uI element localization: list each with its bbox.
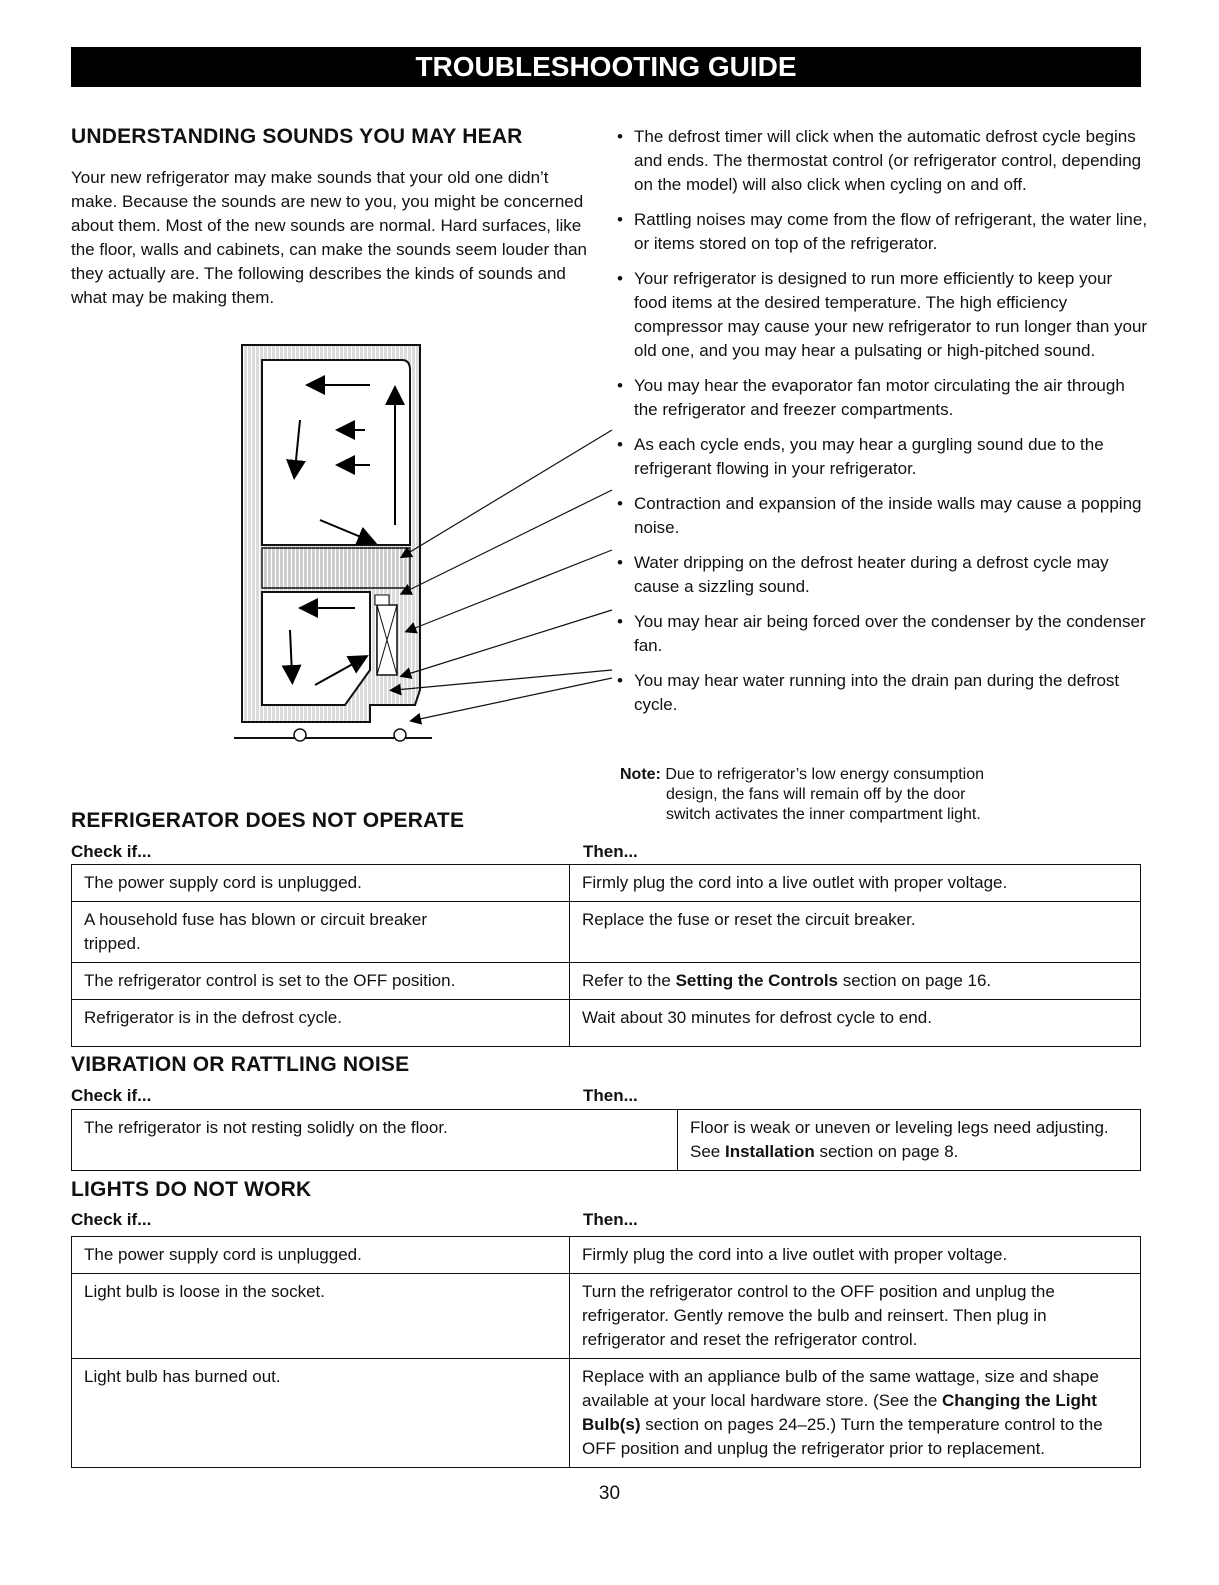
column-header-then: Then... (583, 1210, 638, 1229)
table-row (72, 865, 1141, 902)
check-cell: Refrigerator is in the defrost cycle. (72, 1000, 570, 1047)
list-item: • Your refrigerator is designed to run more efficiently to keep your food items at the desired temperature. The high efficiency compressor may cause your new refrigerator to run longer than your old one, and you may hear a pulsating or high-pitched sound. (614, 267, 1149, 363)
table-row (72, 1110, 1141, 1171)
troubleshoot-table-lights (71, 1236, 1141, 1468)
list-item: • You may hear water running into the drain pan during the defrost cycle. (614, 669, 1149, 717)
then-text: section on pages 24–25.) Turn the temperature control to the OFF position and unplug the refrigerator prior to replacement. (582, 1415, 1103, 1458)
sounds-intro: Your new refrigerator may make sounds that your old one didn’t make. Because the sounds are new to you, you might be concerned about them. Most of the new sounds are normal. Hard surfaces, like the floor, walls and cabinets, can make the sounds seem louder than they actually are. The following describes the kinds of sounds and what may be making them. (71, 168, 587, 307)
sounds-list (614, 125, 1149, 717)
then-cell (678, 1110, 1141, 1171)
check-cell: The refrigerator control is set to the OFF position. (72, 963, 570, 1000)
table-row (72, 1359, 1141, 1468)
then-cell: Turn the refrigerator control to the OFF position and unplug the refrigerator. Gently remove the bulb and reinsert. Then plug in refrigerator and reset the refrigerator control. (570, 1274, 1141, 1359)
section-reference: Changing the Light Bulb(s) (582, 1391, 1097, 1434)
note-text: design, the fans will remain off by the door (666, 786, 966, 803)
page-banner: TROUBLESHOOTING GUIDE (71, 47, 1141, 87)
section-heading-sounds: UNDERSTANDING SOUNDS YOU MAY HEAR (71, 125, 523, 148)
column-header-check: Check if... (71, 1086, 152, 1105)
section-heading-lights: LIGHTS DO NOT WORK (71, 1178, 312, 1201)
list-item: • Contraction and expansion of the inside walls may cause a popping noise. (614, 492, 1149, 540)
troubleshoot-table-vibration (71, 1109, 1141, 1171)
section-heading-not-operate: REFRIGERATOR DOES NOT OPERATE (71, 809, 465, 832)
then-text: Refer to the (582, 971, 676, 990)
check-cell: The power supply cord is unplugged. (72, 1237, 570, 1274)
note-text: Due to refrigerator’s low energy consumption (665, 766, 985, 783)
refrigerator-airflow-diagram (220, 330, 620, 760)
list-item: • You may hear the evaporator fan motor circulating the air through the refrigerator and freezer compartments. (614, 374, 1149, 422)
check-cell: Light bulb has burned out. (72, 1359, 570, 1468)
table-row (72, 1237, 1141, 1274)
table-row (72, 963, 1141, 1000)
note-text: switch activates the inner compartment light. (666, 806, 981, 823)
check-cell: The power supply cord is unplugged. (72, 865, 570, 902)
then-cell: Replace the fuse or reset the circuit breaker. (570, 902, 1141, 963)
column-header-then: Then... (583, 1086, 638, 1105)
list-item: • Water dripping on the defrost heater during a defrost cycle may cause a sizzling sound. (614, 551, 1149, 599)
section-heading-vibration: VIBRATION OR RATTLING NOISE (71, 1053, 410, 1076)
table-row (72, 902, 1141, 963)
column-header-then: Then... (583, 842, 638, 861)
then-text: Replace with an appliance bulb of the same wattage, size and shape available at your local hardware store. (See the (582, 1367, 1099, 1410)
table-row (72, 1274, 1141, 1359)
note (620, 765, 1080, 825)
section-reference: Setting the Controls (675, 971, 839, 990)
column-header-check: Check if... (71, 842, 152, 861)
then-text: See (690, 1142, 725, 1161)
list-item: • As each cycle ends, you may hear a gurgling sound due to the refrigerant flowing in your refrigerator. (614, 433, 1149, 481)
then-text: section on page 16. (838, 971, 992, 990)
then-cell: Firmly plug the cord into a live outlet with proper voltage. (570, 1237, 1141, 1274)
table-row (72, 1000, 1141, 1047)
list-item: • You may hear air being forced over the condenser by the condenser fan. (614, 610, 1149, 658)
then-text: Floor is weak or uneven or leveling legs need adjusting. (690, 1118, 1109, 1137)
list-item: • Rattling noises may come from the flow of refrigerant, the water line, or items stored on top of the refrigerator. (614, 208, 1149, 256)
check-cell: Light bulb is loose in the socket. (72, 1274, 570, 1359)
then-cell (570, 963, 1141, 1000)
troubleshoot-table-not-operate (71, 864, 1141, 1047)
then-cell: Firmly plug the cord into a live outlet with proper voltage. (570, 865, 1141, 902)
section-reference: Installation (724, 1142, 815, 1161)
column-header-check: Check if... (71, 1210, 152, 1229)
note-label: Note: (620, 766, 661, 783)
list-item: • The defrost timer will click when the automatic defrost cycle begins and ends. The thermostat control (or refrigerator control, depending on the model) will also click when cycling on and off. (614, 125, 1149, 197)
then-text: section on page 8. (814, 1142, 959, 1161)
then-cell (570, 1359, 1141, 1468)
then-cell: Wait about 30 minutes for defrost cycle to end. (570, 1000, 1141, 1047)
check-cell: The refrigerator is not resting solidly on the floor. (72, 1110, 678, 1171)
page-number: 30 (598, 1483, 621, 1504)
check-cell: A household fuse has blown or circuit breaker tripped. (72, 902, 570, 963)
